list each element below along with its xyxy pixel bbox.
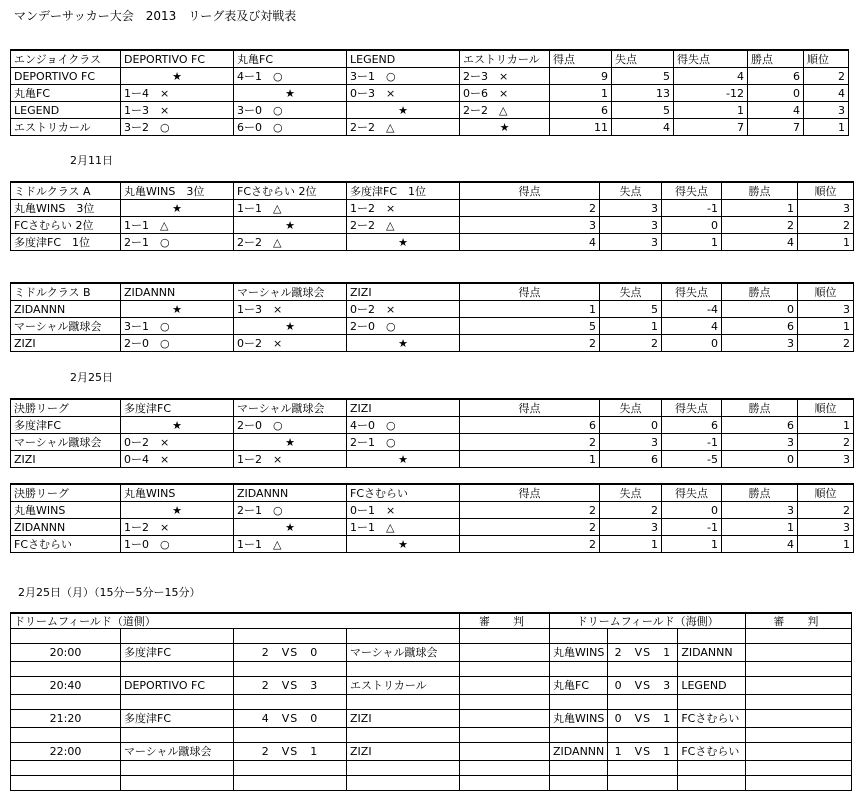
rank: 1: [798, 234, 854, 251]
goals-against: 5: [600, 301, 662, 318]
referee-cell: [460, 743, 550, 761]
table-row: [11, 85, 849, 102]
rank: 1: [798, 417, 854, 434]
self-match-star: ★: [347, 536, 460, 553]
schedule-game-row: [11, 677, 852, 695]
goal-difference: 0: [662, 502, 722, 519]
points: 4: [722, 234, 798, 251]
goal-difference: -4: [662, 301, 722, 318]
match-result: 2ー1 ○: [347, 434, 460, 451]
goals-against: 5: [612, 68, 674, 85]
match-result: 2ー0 ○: [121, 335, 234, 352]
points: 2: [722, 217, 798, 234]
team-name: マーシャル蹴球会: [11, 318, 121, 335]
rank: 1: [804, 119, 849, 136]
table-row: [11, 502, 854, 519]
table-row: [11, 234, 854, 251]
sea-home-team: 丸亀WINS: [550, 710, 608, 728]
kickoff-time: 21:20: [11, 710, 121, 728]
goals-for: 1: [550, 85, 612, 102]
header-cell: ZIZI: [347, 399, 460, 417]
rank: 3: [798, 200, 854, 217]
header-cell: 得点: [550, 50, 612, 68]
header-cell: 勝点: [722, 399, 798, 417]
table-row: [11, 200, 854, 217]
goals-against: 2: [600, 335, 662, 352]
goals-for: 3: [460, 217, 600, 234]
schedule-game-row: [11, 644, 852, 662]
match-result: 2ー2 △: [460, 102, 550, 119]
goal-difference: -12: [674, 85, 748, 102]
goals-against: 13: [612, 85, 674, 102]
blank-row: [11, 776, 852, 791]
table-row: [11, 318, 854, 335]
goals-for: 2: [460, 200, 600, 217]
rank: 1: [798, 318, 854, 335]
league-table-final-1: [10, 398, 854, 468]
goals-against: 0: [600, 417, 662, 434]
match-result: 3ー2 ○: [121, 119, 234, 136]
goals-for: 2: [460, 536, 600, 553]
match-result: 2ー2 △: [347, 119, 460, 136]
rank: 2: [798, 434, 854, 451]
header-cell: 多度津FC 1位: [347, 182, 460, 200]
header-cell: ZIDANNN: [234, 484, 347, 502]
table-row: [11, 68, 849, 85]
header-cell: エストリカール: [460, 50, 550, 68]
match-result: 1ー0 ○: [121, 536, 234, 553]
header-cell: ZIZI: [347, 283, 460, 301]
away-team: エストリカール: [347, 677, 460, 695]
match-result: 2ー1 ○: [234, 502, 347, 519]
goal-difference: 1: [662, 234, 722, 251]
rank: 1: [798, 536, 854, 553]
team-name: FCさむらい: [11, 536, 121, 553]
away-team: マーシャル蹴球会: [347, 644, 460, 662]
header-cell: マーシャル蹴球会: [234, 283, 347, 301]
header-cell: 勝点: [722, 182, 798, 200]
goals-for: 11: [550, 119, 612, 136]
match-result: 6ー0 ○: [234, 119, 347, 136]
goals-for: 9: [550, 68, 612, 85]
goals-against: 2: [600, 502, 662, 519]
points: 4: [722, 536, 798, 553]
rank: 3: [804, 102, 849, 119]
goals-for: 4: [460, 234, 600, 251]
goal-difference: 1: [674, 102, 748, 119]
goal-difference: -1: [662, 200, 722, 217]
goal-difference: 4: [674, 68, 748, 85]
page-title: マンデーサッカー大会 2013 リーグ表及び対戦表: [14, 9, 297, 23]
team-name: 多度津FC 1位: [11, 234, 121, 251]
rank: 4: [804, 85, 849, 102]
header-cell: 得失点: [662, 399, 722, 417]
self-match-star: ★: [347, 335, 460, 352]
header-cell: 得失点: [662, 283, 722, 301]
match-result: 2ー2 △: [347, 217, 460, 234]
header-cell: 勝点: [748, 50, 804, 68]
rank: 2: [804, 68, 849, 85]
self-match-star: ★: [121, 301, 234, 318]
match-score: 2 VS 1: [234, 743, 347, 761]
table-row: [11, 102, 849, 119]
kickoff-time: 20:40: [11, 677, 121, 695]
self-match-star: ★: [121, 68, 234, 85]
sea-match-score: 0 VS 3: [608, 677, 678, 695]
table-row: [11, 335, 854, 352]
header-cell: FCさむらい: [347, 484, 460, 502]
schedule-header-row: [11, 613, 852, 629]
match-result: 1ー2 ×: [234, 451, 347, 468]
goals-for: 5: [460, 318, 600, 335]
blank-row: [11, 728, 852, 743]
sea-match-score: 2 VS 1: [608, 644, 678, 662]
goals-for: 1: [460, 451, 600, 468]
header-cell: 決勝リーグ: [11, 484, 121, 502]
goals-against: 3: [600, 434, 662, 451]
rank: 2: [798, 335, 854, 352]
self-match-star: ★: [234, 318, 347, 335]
match-result: 0ー6 ×: [460, 85, 550, 102]
date-label: 2月25日: [70, 371, 113, 384]
table-row: [11, 417, 854, 434]
goals-for: 6: [460, 417, 600, 434]
header-cell: 順位: [798, 283, 854, 301]
header-cell: 丸亀FC: [234, 50, 347, 68]
league-table-middle-a: [10, 181, 854, 251]
match-result: 0ー2 ×: [347, 301, 460, 318]
match-score: 2 VS 0: [234, 644, 347, 662]
rank: 3: [798, 519, 854, 536]
self-match-star: ★: [121, 502, 234, 519]
header-cell: 丸亀WINS: [121, 484, 234, 502]
header-cell: 失点: [600, 283, 662, 301]
league-table-enjoy: [10, 49, 849, 136]
match-result: 0ー2 ×: [234, 335, 347, 352]
match-result: 0ー3 ×: [347, 85, 460, 102]
league-table-final-2: [10, 483, 854, 553]
sea-away-team: ZIDANNN: [678, 644, 746, 662]
self-match-star: ★: [460, 119, 550, 136]
goal-difference: -5: [662, 451, 722, 468]
header-cell: 得失点: [662, 484, 722, 502]
match-result: 1ー1 △: [234, 536, 347, 553]
home-team: 多度津FC: [121, 710, 234, 728]
schedule-game-row: [11, 743, 852, 761]
referee-cell: [746, 710, 852, 728]
match-result: 2ー0 ○: [234, 417, 347, 434]
header-cell: FCさむらい 2位: [234, 182, 347, 200]
points: 1: [722, 519, 798, 536]
header-cell: マーシャル蹴球会: [234, 399, 347, 417]
match-result: 1ー1 △: [347, 519, 460, 536]
league-table-middle-b: [10, 282, 854, 352]
match-result: 1ー3 ×: [121, 102, 234, 119]
match-result: 3ー0 ○: [234, 102, 347, 119]
points: 0: [748, 85, 804, 102]
header-cell: 決勝リーグ: [11, 399, 121, 417]
field-sea-side-header: ドリームフィールド（海側）: [550, 613, 746, 629]
rank: 3: [798, 451, 854, 468]
home-team: マーシャル蹴球会: [121, 743, 234, 761]
goals-against: 3: [600, 234, 662, 251]
header-cell: 失点: [600, 399, 662, 417]
goals-for: 6: [550, 102, 612, 119]
team-name: 丸亀FC: [11, 85, 121, 102]
match-result: 1ー2 ×: [121, 519, 234, 536]
self-match-star: ★: [121, 417, 234, 434]
goal-difference: 6: [662, 417, 722, 434]
sea-away-team: FCさむらい: [678, 743, 746, 761]
team-name: ZIZI: [11, 451, 121, 468]
match-result: 1ー4 ×: [121, 85, 234, 102]
goals-against: 4: [612, 119, 674, 136]
table-header-row: [11, 50, 849, 68]
header-cell: 得失点: [662, 182, 722, 200]
referee-cell: [460, 677, 550, 695]
table-row: [11, 536, 854, 553]
header-cell: 順位: [798, 399, 854, 417]
header-cell: ミドルクラス A: [11, 182, 121, 200]
sea-home-team: 丸亀WINS: [550, 644, 608, 662]
match-result: 1ー1 △: [234, 200, 347, 217]
goals-against: 3: [600, 217, 662, 234]
date-label: 2月11日: [70, 154, 113, 167]
blank-row: [11, 662, 852, 677]
match-result: 2ー1 ○: [121, 234, 234, 251]
team-name: LEGEND: [11, 102, 121, 119]
sea-home-team: ZIDANNN: [550, 743, 608, 761]
match-result: 1ー3 ×: [234, 301, 347, 318]
team-name: ZIDANNN: [11, 301, 121, 318]
team-name: 丸亀WINS: [11, 502, 121, 519]
home-team: DEPORTIVO FC: [121, 677, 234, 695]
header-cell: 多度津FC: [121, 399, 234, 417]
points: 6: [722, 417, 798, 434]
table-header-row: [11, 283, 854, 301]
header-cell: LEGEND: [347, 50, 460, 68]
goals-for: 2: [460, 335, 600, 352]
header-cell: 得点: [460, 399, 600, 417]
goals-against: 1: [600, 536, 662, 553]
table-header-row: [11, 182, 854, 200]
table-row: [11, 301, 854, 318]
blank-row: [11, 695, 852, 710]
match-result: 2ー3 ×: [460, 68, 550, 85]
team-name: マーシャル蹴球会: [11, 434, 121, 451]
goal-difference: -1: [662, 434, 722, 451]
team-name: 丸亀WINS 3位: [11, 200, 121, 217]
match-schedule-table: [10, 612, 852, 791]
goals-for: 2: [460, 519, 600, 536]
match-result: 3ー1 ○: [121, 318, 234, 335]
match-score: 2 VS 3: [234, 677, 347, 695]
schedule-date-label: 2月25日（月）（15分ー5分ー15分）: [18, 586, 201, 599]
sea-away-team: LEGEND: [678, 677, 746, 695]
header-cell: 順位: [798, 182, 854, 200]
referee-header-left: 審 判: [460, 613, 550, 629]
table-row: [11, 434, 854, 451]
team-name: 多度津FC: [11, 417, 121, 434]
team-name: エストリカール: [11, 119, 121, 136]
referee-header-right: 審 判: [746, 613, 852, 629]
points: 6: [748, 68, 804, 85]
goals-against: 5: [612, 102, 674, 119]
away-team: ZIZI: [347, 710, 460, 728]
self-match-star: ★: [234, 85, 347, 102]
table-row: [11, 519, 854, 536]
field-road-side-header: ドリームフィールド（道側）: [11, 613, 460, 629]
points: 3: [722, 434, 798, 451]
rank: 2: [798, 502, 854, 519]
self-match-star: ★: [234, 217, 347, 234]
header-cell: 勝点: [722, 484, 798, 502]
rank: 3: [798, 301, 854, 318]
self-match-star: ★: [121, 200, 234, 217]
points: 0: [722, 451, 798, 468]
sea-match-score: 1 VS 1: [608, 743, 678, 761]
header-cell: 失点: [600, 182, 662, 200]
goals-against: 3: [600, 200, 662, 217]
kickoff-time: 22:00: [11, 743, 121, 761]
table-header-row: [11, 484, 854, 502]
header-cell: 順位: [804, 50, 849, 68]
sea-away-team: FCさむらい: [678, 710, 746, 728]
match-result: 0ー2 ×: [121, 434, 234, 451]
goals-for: 2: [460, 434, 600, 451]
match-result: 1ー1 △: [121, 217, 234, 234]
header-cell: DEPORTIVO FC: [121, 50, 234, 68]
points: 4: [748, 102, 804, 119]
team-name: ZIDANNN: [11, 519, 121, 536]
rank: 2: [798, 217, 854, 234]
blank-row: [11, 761, 852, 776]
team-name: DEPORTIVO FC: [11, 68, 121, 85]
home-team: 多度津FC: [121, 644, 234, 662]
match-score: 4 VS 0: [234, 710, 347, 728]
header-cell: 丸亀WINS 3位: [121, 182, 234, 200]
header-cell: 失点: [612, 50, 674, 68]
table-header-row: [11, 399, 854, 417]
match-result: 4ー1 ○: [234, 68, 347, 85]
goals-against: 6: [600, 451, 662, 468]
match-result: 0ー4 ×: [121, 451, 234, 468]
self-match-star: ★: [347, 102, 460, 119]
goals-for: 2: [460, 502, 600, 519]
match-result: 3ー1 ○: [347, 68, 460, 85]
header-cell: 得点: [460, 484, 600, 502]
match-result: 0ー1 ×: [347, 502, 460, 519]
goal-difference: -1: [662, 519, 722, 536]
blank-row: [11, 629, 852, 644]
header-cell: 得点: [460, 283, 600, 301]
team-name: FCさむらい 2位: [11, 217, 121, 234]
match-result: 1ー2 ×: [347, 200, 460, 217]
points: 3: [722, 335, 798, 352]
schedule-game-row: [11, 710, 852, 728]
points: 7: [748, 119, 804, 136]
header-cell: エンジョイクラス: [11, 50, 121, 68]
goals-for: 1: [460, 301, 600, 318]
header-cell: 勝点: [722, 283, 798, 301]
table-row: [11, 119, 849, 136]
goals-against: 1: [600, 318, 662, 335]
table-row: [11, 217, 854, 234]
goal-difference: 0: [662, 217, 722, 234]
goal-difference: 7: [674, 119, 748, 136]
referee-cell: [460, 644, 550, 662]
match-result: 2ー0 ○: [347, 318, 460, 335]
points: 3: [722, 502, 798, 519]
match-result: 4ー0 ○: [347, 417, 460, 434]
header-cell: 失点: [600, 484, 662, 502]
self-match-star: ★: [234, 434, 347, 451]
points: 6: [722, 318, 798, 335]
self-match-star: ★: [347, 234, 460, 251]
goal-difference: 1: [662, 536, 722, 553]
header-cell: 順位: [798, 484, 854, 502]
header-cell: 得点: [460, 182, 600, 200]
referee-cell: [746, 677, 852, 695]
referee-cell: [460, 710, 550, 728]
away-team: ZIZI: [347, 743, 460, 761]
sea-match-score: 0 VS 1: [608, 710, 678, 728]
referee-cell: [746, 644, 852, 662]
points: 0: [722, 301, 798, 318]
kickoff-time: 20:00: [11, 644, 121, 662]
header-cell: 得失点: [674, 50, 748, 68]
referee-cell: [746, 743, 852, 761]
goal-difference: 0: [662, 335, 722, 352]
team-name: ZIZI: [11, 335, 121, 352]
sea-home-team: 丸亀FC: [550, 677, 608, 695]
points: 1: [722, 200, 798, 217]
header-cell: ZIDANNN: [121, 283, 234, 301]
header-cell: ミドルクラス B: [11, 283, 121, 301]
goal-difference: 4: [662, 318, 722, 335]
match-result: 2ー2 △: [234, 234, 347, 251]
self-match-star: ★: [234, 519, 347, 536]
self-match-star: ★: [347, 451, 460, 468]
table-row: [11, 451, 854, 468]
goals-against: 3: [600, 519, 662, 536]
